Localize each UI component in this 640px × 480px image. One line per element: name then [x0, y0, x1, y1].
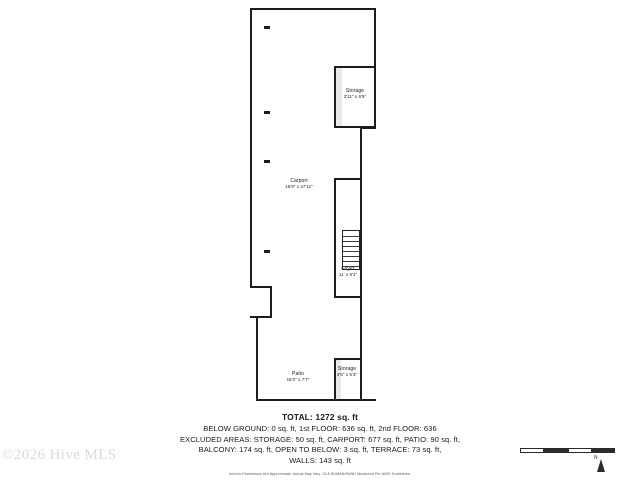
room-label-patio [270, 371, 326, 383]
wall-outer-right-bottom [360, 128, 362, 401]
wall-outer-left-lower [256, 318, 258, 401]
watermark: ©2026 Hive MLS [2, 447, 117, 463]
wall-tick-left-4 [264, 250, 270, 253]
floor-breakdown: BELOW GROUND: 0 sq. ft, 1st FLOOR: 636 sq. ft, 2nd FLOOR: 636 [203, 424, 437, 433]
wall-outer-right-top [374, 8, 376, 128]
wall-foyer-top [334, 178, 362, 180]
floor-plan-drawing [250, 8, 382, 403]
wall-foyer-bottom [334, 296, 362, 298]
wall-tick-left-1 [264, 26, 270, 29]
wall-left-jog-top [250, 286, 272, 288]
walls-area: WALLS: 143 sq. ft [289, 455, 351, 465]
wall-outer-top [250, 8, 376, 10]
room-label-storage-lower [324, 366, 370, 378]
room-name: Patio [292, 371, 304, 377]
scale-bar-segment [592, 448, 615, 453]
wall-tick-left-2 [264, 111, 270, 114]
room-dims: 16'0" x 7'7" [286, 377, 310, 383]
stair-tread [343, 241, 359, 242]
stair-tread [343, 261, 359, 262]
total-area: TOTAL: 1272 sq. ft [281, 412, 359, 422]
wall-interior-vertical-mid [334, 178, 336, 298]
wall-outer-bottom [256, 399, 376, 401]
staircase [342, 230, 360, 270]
room-name: Carport [290, 178, 308, 184]
north-arrow-icon [594, 455, 610, 475]
room-name: Storage [345, 88, 365, 94]
stair-tread [343, 256, 359, 257]
north-label: N [594, 455, 598, 461]
stair-tread [343, 251, 359, 252]
scale-bar-segment [568, 448, 592, 453]
stair-tread [343, 246, 359, 247]
wall-patio-step-horizontal [250, 316, 272, 318]
wall-tick-left-3 [264, 160, 270, 163]
wall-outer-left [250, 8, 252, 288]
room-dims: 16'9" x 47'11" [285, 184, 313, 190]
excluded-areas-line-1: EXCLUDED AREAS: STORAGE: 50 sq. ft, CARPORT: 677 sq. ft, PATIO: 90 sq. ft, [180, 434, 460, 444]
room-dims: 4'6" x 5'3" [336, 372, 358, 378]
wall-storage-bottom [334, 126, 376, 128]
room-label-storage-upper [328, 88, 382, 100]
room-label-foyer [326, 266, 370, 278]
scale-bar-segment [520, 448, 544, 453]
stair-tread [343, 236, 359, 237]
room-dims: 3'11" x 6'9" [343, 94, 367, 100]
room-name: Foyer [341, 266, 355, 272]
wall-left-jog [270, 286, 272, 318]
room-dims: 11' x 8'1" [338, 272, 358, 278]
north-arrow-triangle [597, 459, 605, 472]
scale-bar-segment [544, 448, 568, 453]
disclaimer-text: Interior Dimensions Are Approximate. Actual May Vary. GLA HUMAN/RAND Measured Per ANSI Guidelines. [229, 472, 411, 476]
room-label-carport [268, 178, 330, 190]
excluded-areas-line-2: BALCONY: 174 sq. ft, OPEN TO BELOW: 3 sq. ft, TERRACE: 73 sq. ft, [198, 445, 442, 454]
room-name: Storage [337, 366, 357, 372]
scale-bar [520, 448, 615, 454]
